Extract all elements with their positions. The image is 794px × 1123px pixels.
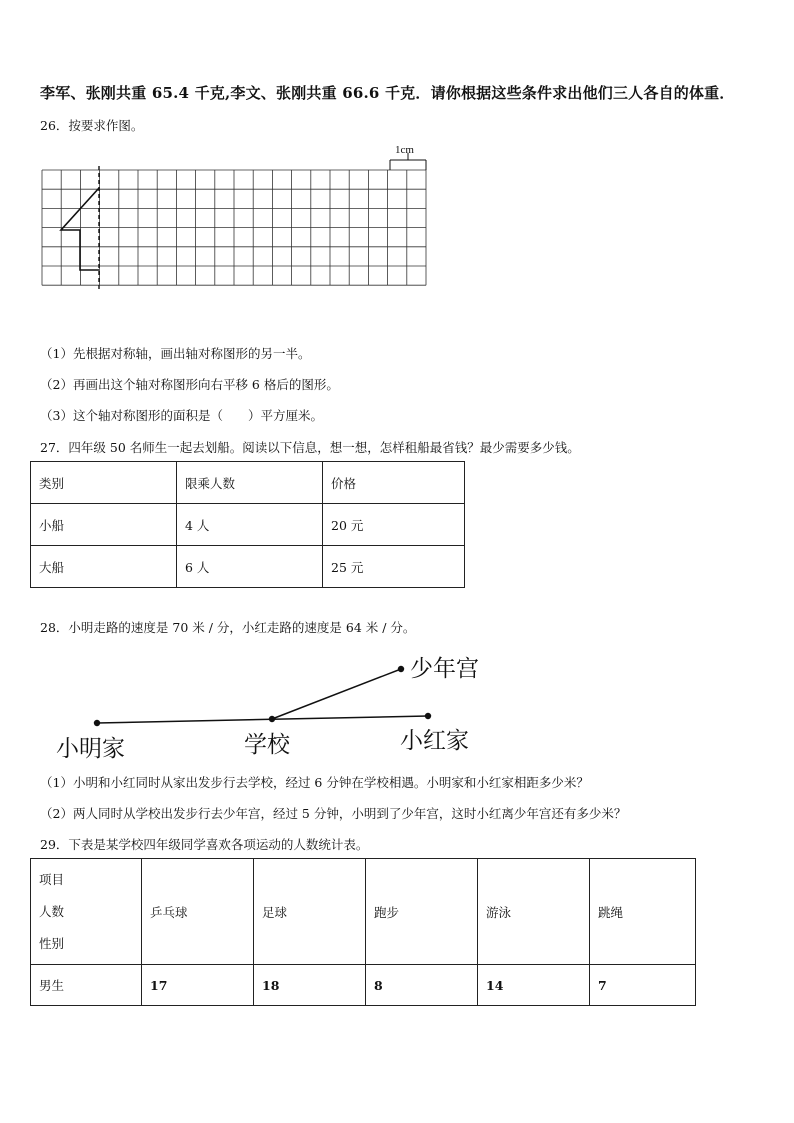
palace-point (398, 666, 404, 672)
table-header: 类别 (31, 462, 177, 504)
table-header: 跳绳 (590, 859, 696, 965)
palace-label: 少年宫 (410, 656, 479, 682)
table-cell: 小船 (31, 504, 177, 546)
table-header: 限乘人数 (177, 462, 323, 504)
corner-label-count: 人数 (39, 903, 65, 919)
table-cell: 7 (590, 965, 696, 1006)
q26-item-3: （3）这个轴对称图形的面积是（ ）平方厘米。 (40, 408, 323, 423)
table-cell: 18 (254, 965, 366, 1006)
table-header: 游泳 (478, 859, 590, 965)
q26-title: 26．按要求作图。 (40, 118, 144, 133)
xiaohong-home-point (425, 713, 431, 719)
table-cell: 8 (366, 965, 478, 1006)
table-cell: 6 人 (177, 546, 323, 588)
table-cell: 14 (478, 965, 590, 1006)
boat-price-table (30, 461, 465, 588)
road-line (97, 716, 428, 723)
table-cell: 25 元 (323, 546, 465, 588)
table-cell: 4 人 (177, 504, 323, 546)
row-label: 男生 (31, 965, 142, 1006)
q28-item-2: （2）两人同时从学校出发步行去少年宫，经过 5 分钟，小明到了少年宫，这时小红离少年宫还有多少米？ (40, 806, 627, 821)
scale-label: 1cm (395, 144, 414, 156)
table-header: 跑步 (366, 859, 478, 965)
table-row (31, 546, 465, 588)
intro-problem-text: 李军、张刚共重 65.4 千克,李文、张刚共重 66.6 千克．请你根据这些条件求出他们三人各自的体重． (40, 84, 735, 102)
table-cell: 20 元 (323, 504, 465, 546)
table-cell: 17 (142, 965, 254, 1006)
xiaohong-home-label: 小红家 (400, 728, 469, 754)
q28-title: 28．小明走路的速度是 70 米 / 分，小红走路的速度是 64 米 / 分。 (40, 620, 416, 635)
road-to-palace (272, 669, 401, 719)
q26-item-2: （2）再画出这个轴对称图形向右平移 6 格后的图形。 (40, 377, 339, 392)
corner-header-cell (31, 859, 142, 965)
grid-figure (0, 0, 794, 320)
corner-label-item: 项目 (39, 871, 65, 887)
table-header-row (31, 859, 696, 965)
table-header: 价格 (323, 462, 465, 504)
table-header: 足球 (254, 859, 366, 965)
q29-title: 29．下表是某学校四年级同学喜欢各项运动的人数统计表。 (40, 837, 369, 852)
xiaoming-home-label: 小明家 (56, 736, 125, 762)
table-row (31, 504, 465, 546)
table-header: 乒乓球 (142, 859, 254, 965)
q26-item-1: （1）先根据对称轴，画出轴对称图形的另一半。 (40, 346, 311, 361)
school-label: 学校 (244, 732, 290, 758)
school-point (269, 716, 275, 722)
table-row (31, 965, 696, 1006)
q27-title: 27．四年级 50 名师生一起去划船。阅读以下信息，想一想，怎样租船最省钱？最少需要多少钱。 (40, 440, 580, 455)
table-cell: 大船 (31, 546, 177, 588)
corner-label-gender: 性别 (39, 935, 65, 951)
table-header-row (31, 462, 465, 504)
sports-stats-table (30, 858, 696, 1006)
q28-item-1: （1）小明和小红同时从家出发步行去学校，经过 6 分钟在学校相遇。小明家和小红家相距多少米？ (40, 775, 589, 790)
xiaoming-home-point (94, 720, 100, 726)
